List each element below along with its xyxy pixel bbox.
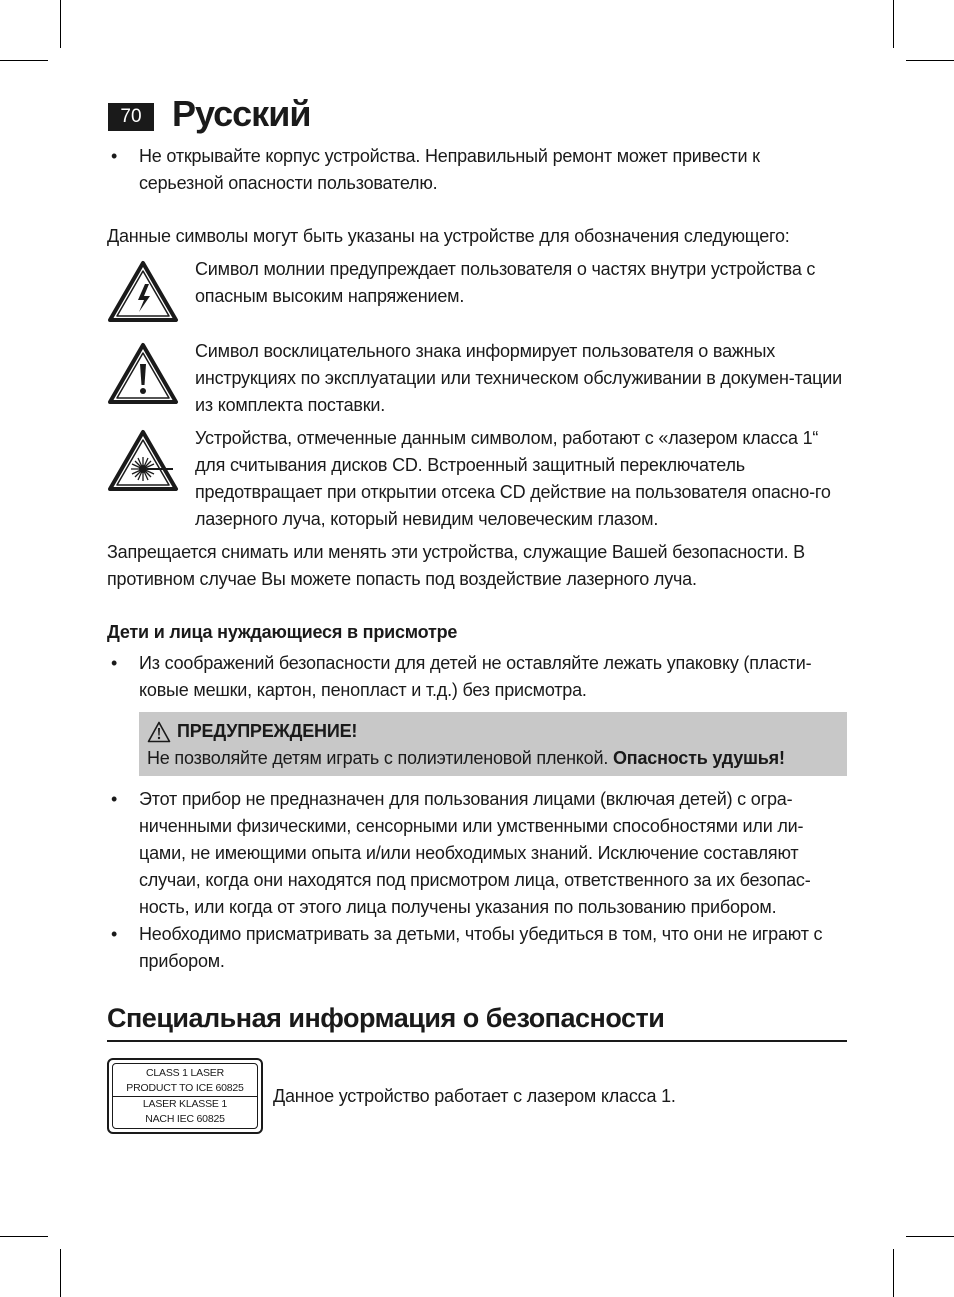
bullet-text: Этот прибор не предназначен для пользования лицами (включая детей) с огра-ниченными физическими, сенсорными или умственными способностями или ли-цами, не имеющими опыта и/или необходимых знаний. Исключение составляют случаи, когда они находятся под присмотром лица, ответственного за их безопас-ность, или когда от этого лица получены указания по пользованию прибором. [139,789,811,917]
bullet-marker: • [111,653,118,673]
laser-class-label [107,1058,263,1134]
crop-mark [906,60,954,61]
bullet-text: Из соображений безопасности для детей не оставляйте лежать упаковку (пласти-ковые мешки, картон, пенопласт и т.д.) без присмотра. [139,653,812,700]
symbol-description: Устройства, отмеченные данным символом, работают с «лазером класса 1“ для считывания дисков CD. Встроенный защитный переключатель предотвращает при открытии отсека CD действие на пользователя опасно-го лазерного луча, который невидим человеческим глазом. [195,428,831,529]
warning-message: Не позволяйте детям играть с полиэтиленовой пленкой. [147,748,609,768]
exclamation-warning-icon [107,338,195,414]
laser-label-line: PRODUCT TO ICE 60825 [113,1081,257,1097]
symbol-description: Символ восклицательного знака информирует пользователя о важных инструкциях по эксплуатации или техническом обслуживании в докумен-тации из комплекта поставки. [195,341,842,415]
crop-mark [60,0,61,48]
laser-note: Запрещается снимать или менять эти устройства, служащие Вашей безопасности. В противном случае Вы можете попасть под воздействие лазерного луча. [107,542,805,589]
bullet-marker: • [111,146,118,166]
warning-emphasis: Опасность удушья! [612,748,785,768]
lightning-warning-icon [107,256,195,332]
section-heading: Специальная информация о безопасности [107,1005,847,1042]
laser-label-inner [112,1063,258,1129]
section-heading: Дети и лица нуждающиеся в присмотре [107,622,458,642]
crop-mark [893,0,894,48]
page-title: Русский [172,93,311,134]
crop-mark [893,1249,894,1297]
warning-title-row [147,718,837,745]
warning-box [139,712,847,776]
symbol-row-exclamation [107,338,847,419]
crop-mark [0,1236,48,1237]
list-item [107,650,847,704]
symbol-row-lightning [107,256,847,332]
list-item [107,143,847,197]
bullet-marker: • [111,924,118,944]
list-item [107,786,847,921]
symbol-description: Символ молнии предупреждает пользователя о частях внутри устройства с опасным высоким напряжением. [195,259,816,306]
crop-mark [60,1249,61,1297]
symbol-row-laser [107,425,847,533]
list-item [107,921,847,975]
bullet-text: Не открывайте корпус устройства. Неправильный ремонт может привести к серьезной опасности пользователю. [139,146,760,193]
warning-title: ПРЕДУПРЕЖДЕНИЕ! [177,721,358,741]
symbols-intro: Данные символы могут быть указаны на устройстве для обозначения следующего: [107,226,790,246]
laser-label-line: NACH IEC 60825 [145,1113,225,1125]
laser-label-line: CLASS 1 LASER [146,1067,224,1079]
bullet-marker: • [111,789,118,809]
laser-class-row [107,1058,847,1134]
laser-label-line: LASER KLASSE 1 [142,1098,228,1110]
crop-mark [0,60,48,61]
bullet-text: Необходимо присматривать за детьми, чтобы убедиться в том, что они не играют с прибором. [139,924,823,971]
laser-warning-icon [107,425,195,501]
page-number: 70 [108,103,154,131]
warning-triangle-icon [147,721,171,743]
page-content [107,143,847,1134]
laser-class-text: Данное устройство работает с лазером класса 1. [273,1085,676,1106]
warning-text [147,745,837,772]
crop-mark [906,1236,954,1237]
